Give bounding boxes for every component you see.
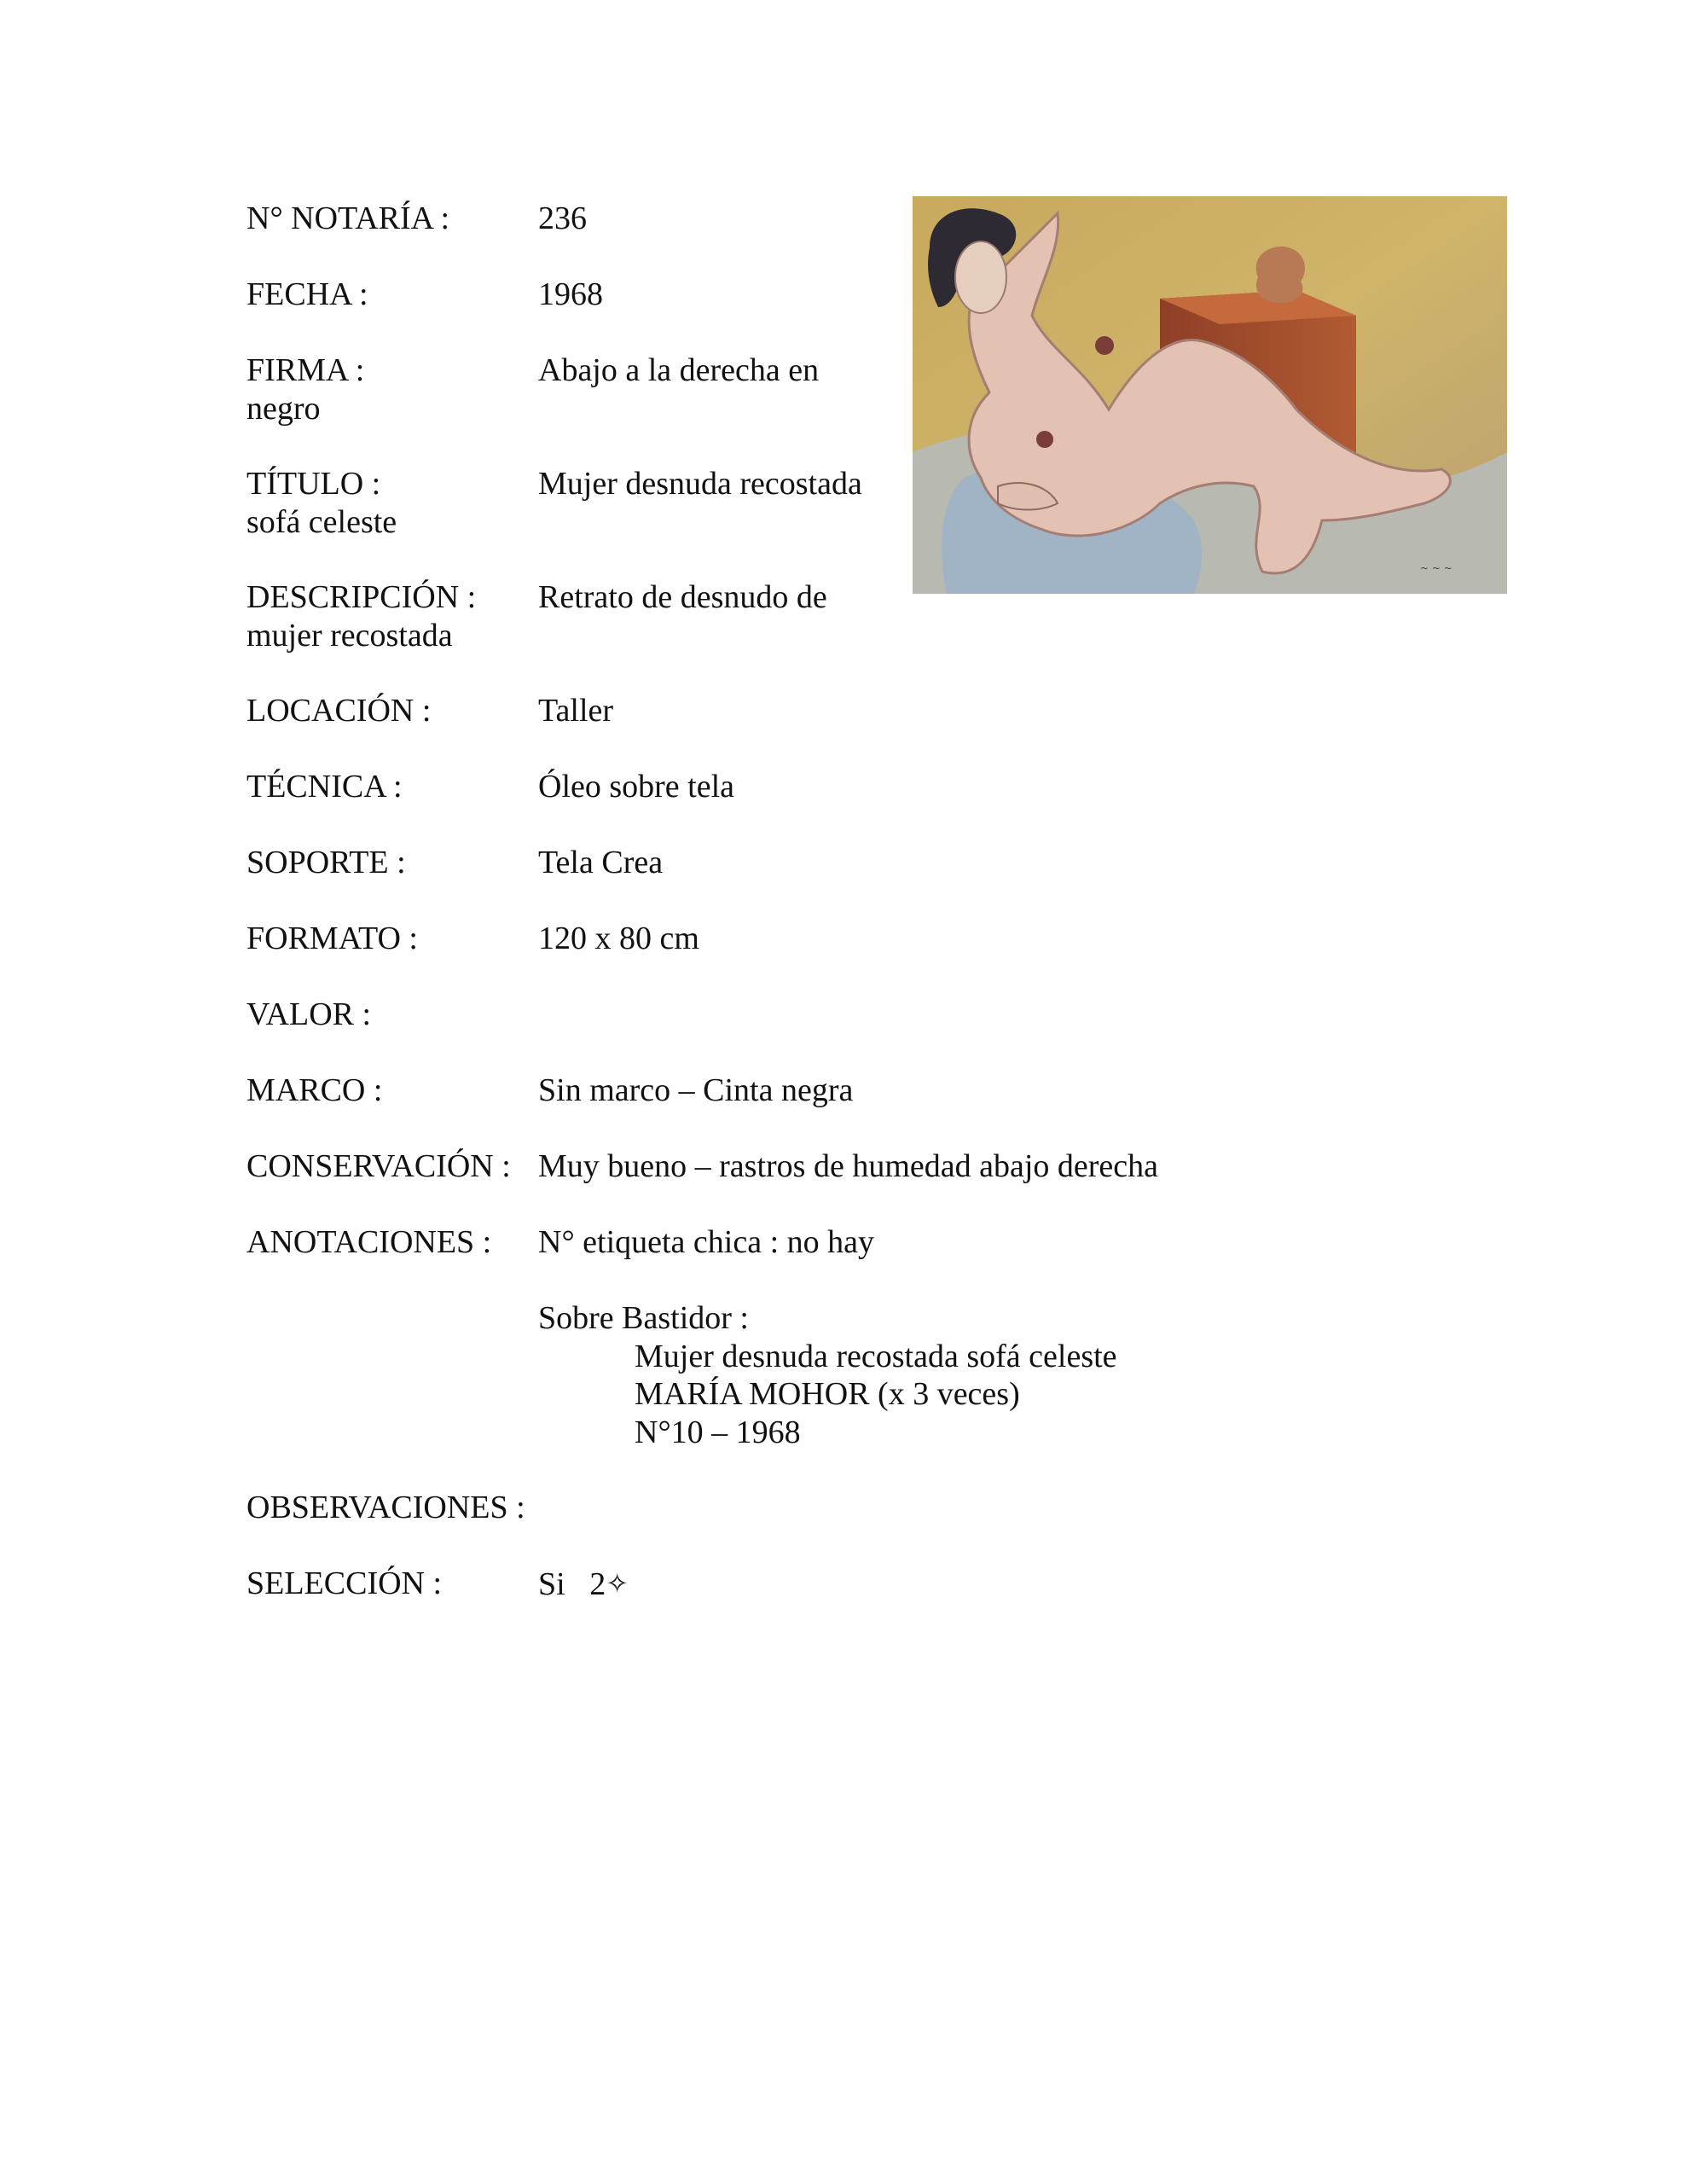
label-descripcion: DESCRIPCIÓN : [246,579,477,615]
value-descripcion: Retrato de desnudo de [538,579,827,615]
value-titulo: Mujer desnuda recostada [538,466,862,502]
painting-vase [1256,247,1305,303]
value-descripcion-continuation: mujer recostada [246,618,453,653]
bastidor-heading: Sobre Bastidor : [538,1300,749,1336]
label-observaciones: OBSERVACIONES : [246,1490,525,1525]
value-seleccion [538,1565,629,1603]
value-soporte: Tela Crea [538,845,664,880]
value-firma-continuation: negro [246,391,321,427]
label-locacion: LOCACIÓN : [246,693,432,729]
value-seleccion-text: Si 2 [538,1566,606,1602]
four-pointed-star-icon: ✧ [606,1567,629,1600]
label-soporte: SOPORTE : [246,845,406,880]
label-titulo: TÍTULO : [246,466,381,502]
bastidor-line: Mujer desnuda recostada sofá celeste [635,1339,1117,1374]
painting-photo [913,196,1507,594]
bastidor-line: MARÍA MOHOR (x 3 veces) [635,1376,1020,1412]
label-fecha: FECHA : [246,276,368,312]
value-notaria: 236 [538,200,587,236]
value-firma: Abajo a la derecha en [538,352,820,388]
value-locacion: Taller [538,693,614,729]
value-fecha: 1968 [538,276,603,312]
value-conservacion: Muy bueno – rastros de humedad abajo derecha [538,1148,1159,1184]
value-anotaciones: N° etiqueta chica : no hay [538,1224,874,1260]
label-seleccion: SELECCIÓN : [246,1565,443,1601]
painting-signature: ~ ~ ~ [1420,562,1452,574]
value-titulo-continuation: sofá celeste [246,504,397,540]
label-formato: FORMATO : [246,921,418,956]
label-conservacion: CONSERVACIÓN : [246,1148,511,1184]
label-anotaciones: ANOTACIONES : [246,1224,492,1260]
value-marco: Sin marco – Cinta negra [538,1072,854,1108]
label-valor: VALOR : [246,996,372,1032]
bastidor-line: N°10 – 1968 [635,1414,801,1450]
value-formato: 120 x 80 cm [538,921,699,956]
label-notaria: N° NOTARÍA : [246,200,450,236]
label-marco: MARCO : [246,1072,383,1108]
label-tecnica: TÉCNICA : [246,769,403,804]
value-tecnica: Óleo sobre tela [538,769,735,804]
label-firma: FIRMA : [246,352,365,388]
